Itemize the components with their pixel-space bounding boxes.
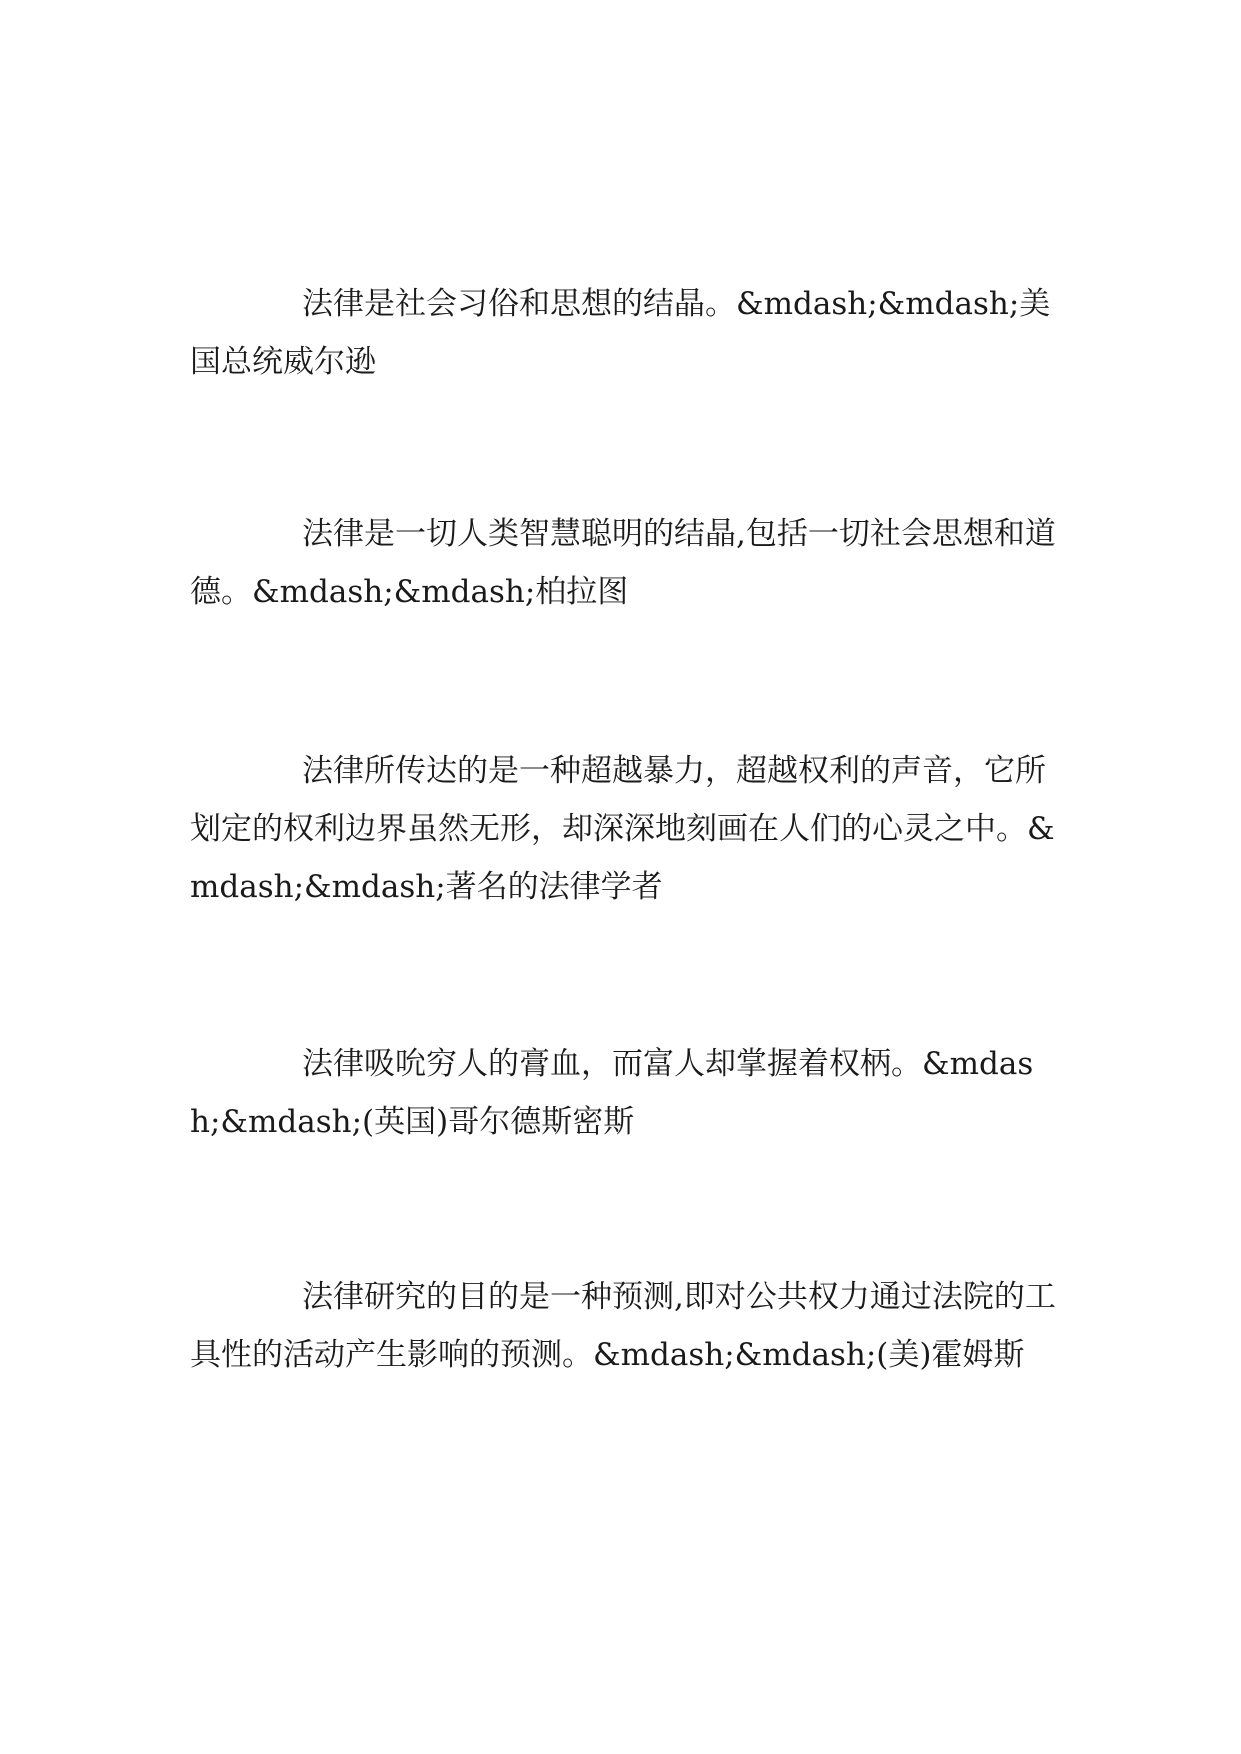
quote-paragraph-goldsmith: 法律吸吮穷人的膏血，而富人却掌握着权柄。&mdash;&mdash;(英国)哥尔德斯密斯	[190, 1046, 1034, 1140]
quote-paragraph-plato: 法律是一切人类智慧聪明的结晶,包括一切社会思想和道德。&mdash;&mdash;柏拉图	[190, 516, 1056, 610]
quote-paragraph-wilson: 法律是社会习俗和思想的结晶。&mdash;&mdash;美国总统威尔逊	[190, 286, 1051, 380]
quote-paragraph-holmes: 法律研究的目的是一种预测,即对公共权力通过法院的工具性的活动产生影响的预测。&mdash;&mdash;(美)霍姆斯	[190, 1279, 1056, 1373]
quote-paragraph-legal-scholar: 法律所传达的是一种超越暴力，超越权利的声音，它所划定的权利边界虽然无形，却深深地刻画在人们的心灵之中。&mdash;&mdash;著名的法律学者	[190, 753, 1055, 905]
